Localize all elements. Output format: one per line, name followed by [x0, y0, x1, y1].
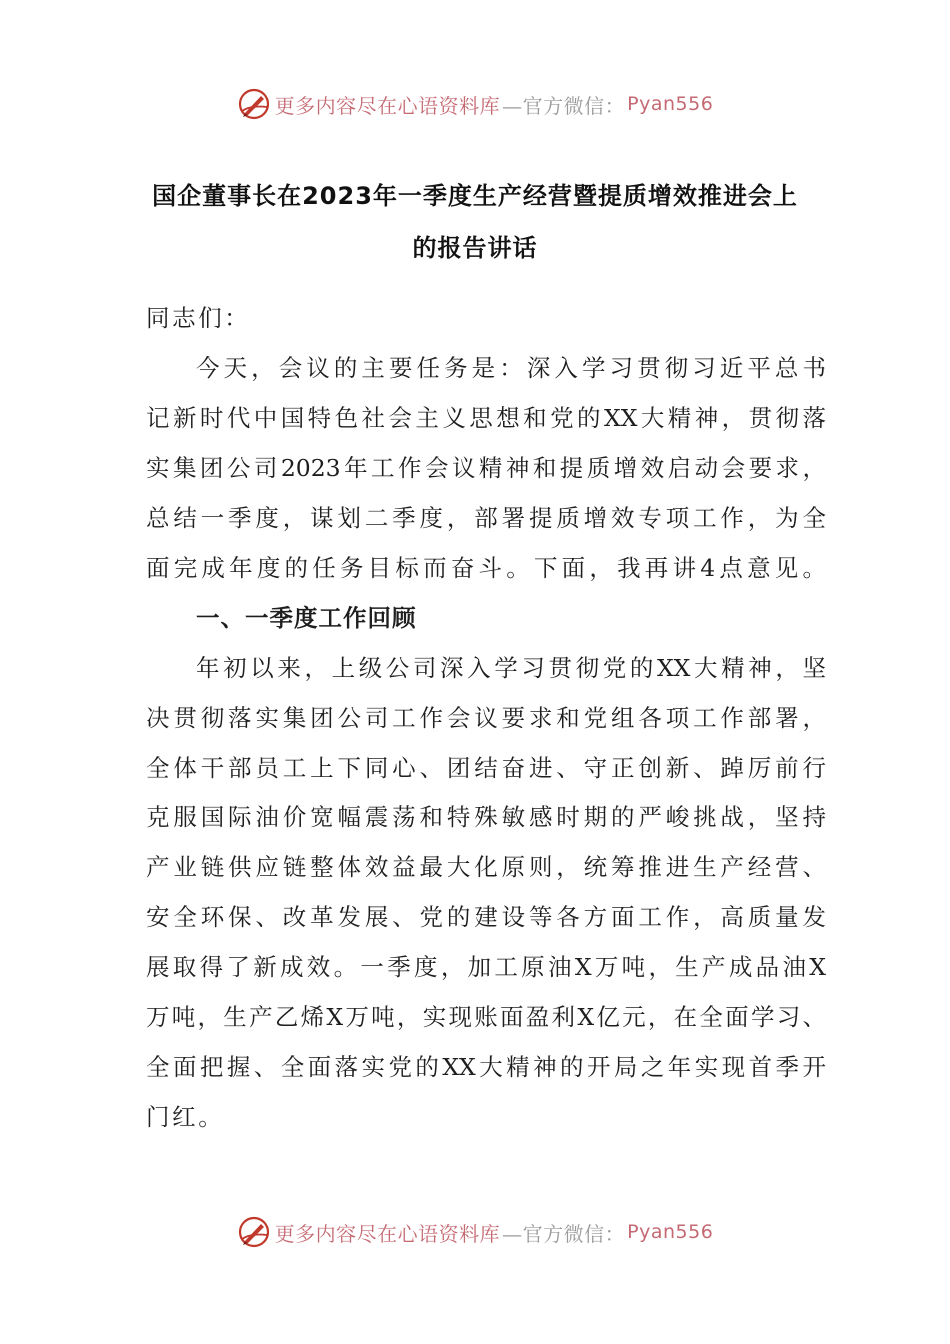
paragraph-1-line: 总结一季度，谋划二季度，部署提质增效专项工作，为全 — [146, 504, 826, 532]
footer-watermark — [0, 1212, 950, 1252]
header-watermark — [0, 84, 950, 124]
watermark-main-text: 更多内容尽在心语资料库 — [274, 93, 501, 118]
paragraph-2-line: 产业链供应链整体效益最大化原则，统筹推进生产经营、 — [146, 853, 826, 881]
document-title-line-2: 的报告讲话 — [412, 234, 538, 262]
watermark-sub-text: —官方微信： — [502, 93, 626, 118]
pen-circle-logo-icon — [237, 1215, 271, 1249]
paragraph-2-line: 万吨，生产乙烯X万吨，实现账面盈利X亿元，在全面学习、 — [146, 1003, 826, 1031]
paragraph-1-line: 今天，会议的主要任务是：深入学习贯彻习近平总书 — [196, 354, 826, 382]
paragraph-1-line: 实集团公司2023年工作会议精神和提质增效启动会要求， — [146, 454, 826, 482]
paragraph-2-line: 全体干部员工上下同心、团结奋进、守正创新、踔厉前行 — [146, 754, 826, 782]
paragraph-2-line: 全面把握、全面落实党的XX大精神的开局之年实现首季开 — [146, 1053, 826, 1081]
watermark-wechat-id: Pyan556 — [627, 93, 714, 115]
paragraph-2-line: 门红。 — [146, 1103, 225, 1131]
salutation: 同志们： — [146, 304, 251, 332]
watermark-sub-text: —官方微信： — [502, 1221, 626, 1246]
section-1-heading: 一、一季度工作回顾 — [196, 604, 417, 632]
watermark-main-text: 更多内容尽在心语资料库 — [274, 1221, 501, 1246]
watermark-wechat-id: Pyan556 — [627, 1221, 714, 1243]
paragraph-2-line: 安全环保、改革发展、党的建设等各方面工作，高质量发 — [146, 903, 826, 931]
paragraph-2-line: 克服国际油价宽幅震荡和特殊敏感时期的严峻挑战，坚持 — [146, 803, 826, 831]
paragraph-1-line: 面完成年度的任务目标而奋斗。下面，我再讲4点意见。 — [146, 554, 826, 582]
paragraph-2-line: 决贯彻落实集团公司工作会议要求和党组各项工作部署， — [146, 704, 826, 732]
document-title-line-1: 国企董事长在2023年一季度生产经营暨提质增效推进会上 — [152, 182, 798, 210]
paragraph-2-line: 展取得了新成效。一季度，加工原油X万吨，生产成品油X — [146, 953, 826, 981]
paragraph-1-line: 记新时代中国特色社会主义思想和党的XX大精神，贯彻落 — [146, 404, 826, 432]
pen-circle-logo-icon — [237, 87, 271, 121]
paragraph-2-line: 年初以来，上级公司深入学习贯彻党的XX大精神，坚 — [196, 654, 826, 682]
